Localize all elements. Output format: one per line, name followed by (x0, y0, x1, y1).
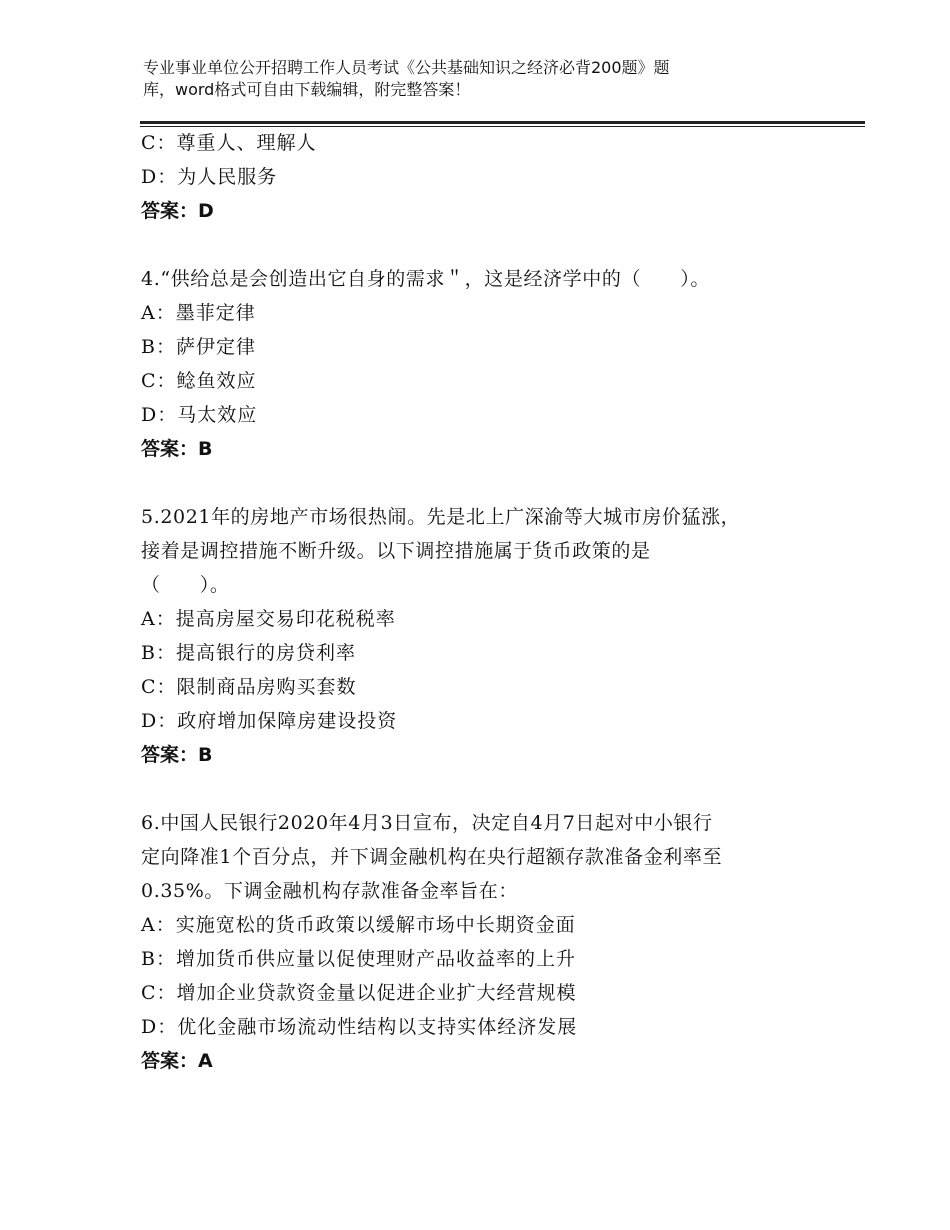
question-block-previous (141, 126, 831, 228)
question-text-line-1: 6.中国人民银行2020年4月3日宣布，决定自4月7日起对中小银行 (141, 812, 713, 834)
question-text-line-3: （ ）。 (141, 574, 230, 596)
header-line-2: 库，word格式可自由下载编辑，附完整答案！ (143, 80, 471, 99)
option-d: D：优化金融市场流动性结构以支持实体经济发展 (141, 1016, 578, 1038)
question-block-4 (141, 262, 831, 466)
answer-line: 答案：D (141, 200, 214, 222)
question-text-line-2: 接着是调控措施不断升级。以下调控措施属于货币政策的是 (141, 540, 651, 562)
option-c: C：尊重人、理解人 (141, 132, 317, 154)
document-header (143, 57, 783, 101)
option-a: A：提高房屋交易印花税税率 (141, 608, 396, 630)
option-d: D：政府增加保障房建设投资 (141, 710, 398, 732)
option-c: C：鲶鱼效应 (141, 370, 257, 392)
question-block-5 (141, 500, 831, 772)
option-d: D：为人民服务 (141, 166, 278, 188)
option-d: D：马太效应 (141, 404, 258, 426)
header-rule-thick (140, 121, 865, 124)
question-block-6 (141, 806, 831, 1078)
option-b: B：提高银行的房贷利率 (141, 642, 356, 664)
answer-line: 答案：B (141, 438, 213, 460)
document-body (141, 126, 831, 1078)
answer-line: 答案：B (141, 744, 213, 766)
question-text-line-2: 定向降准1个百分点，并下调金融机构在央行超额存款准备金利率至 (141, 846, 723, 868)
question-text-line-3: 0.35%。下调金融机构存款准备金率旨在： (141, 880, 518, 902)
spacer (141, 772, 831, 806)
question-text: 4.“供给总是会创造出它自身的需求＂，这是经济学中的（ ）。 (141, 268, 710, 290)
spacer (141, 228, 831, 262)
spacer (141, 466, 831, 500)
header-line-1: 专业事业单位公开招聘工作人员考试《公共基础知识之经济必背200题》题 (143, 58, 670, 77)
question-text-line-1: 5.2021年的房地产市场很热闹。先是北上广深渝等大城市房价猛涨， (141, 506, 741, 528)
option-c: C：增加企业贷款资金量以促进企业扩大经营规模 (141, 982, 577, 1004)
option-b: B：增加货币供应量以促使理财产品收益率的上升 (141, 948, 576, 970)
option-b: B：萨伊定律 (141, 336, 256, 358)
option-a: A：墨菲定律 (141, 302, 256, 324)
option-c: C：限制商品房购买套数 (141, 676, 357, 698)
answer-line: 答案：A (141, 1050, 213, 1072)
option-a: A：实施宽松的货币政策以缓解市场中长期资金面 (141, 914, 576, 936)
